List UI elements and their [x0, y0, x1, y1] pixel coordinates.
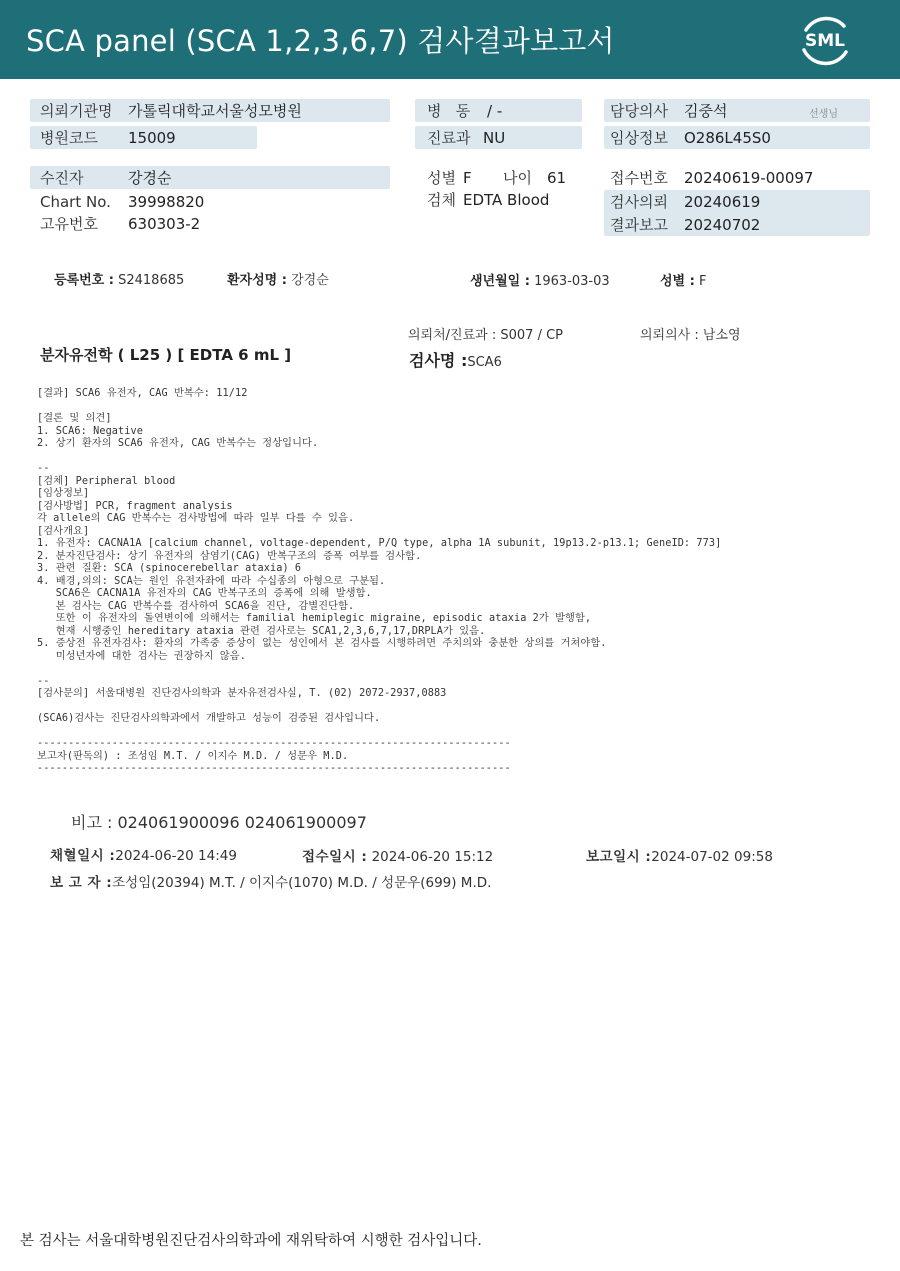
department-row	[415, 126, 582, 149]
doctor-value: 김중석	[684, 102, 728, 120]
request-label: 검사의뢰	[610, 193, 668, 211]
birth-label: 생년월일 :	[470, 274, 530, 289]
report-line: --	[37, 675, 50, 687]
report-header	[0, 0, 900, 79]
receive-value: 2024-06-20 15:12	[371, 849, 494, 865]
collect-value: 2024-06-20 14:49	[115, 848, 237, 864]
ward-row	[415, 99, 582, 122]
request-value: 20240619	[684, 192, 761, 211]
report-value: 2024-07-02 09:58	[651, 849, 773, 865]
report-line: 1. SCA6: Negative	[37, 425, 143, 437]
receipt-value: 20240619-00097	[684, 168, 814, 187]
reg-sex-value: F	[698, 274, 707, 289]
report-line: [검사개요]	[37, 525, 90, 537]
report-line: [결과] SCA6 유전자, CAG 반복수: 11/12	[37, 388, 248, 399]
receipt-row	[604, 166, 870, 189]
report-line: 4. 배경,의의: SCA는 원인 유전자좌에 따라 수십종의 아형으로 구분됨.	[37, 575, 386, 587]
patient-row	[30, 166, 390, 189]
request-doctor-value: 남소영	[702, 328, 741, 343]
chart-value: 39998820	[128, 192, 205, 211]
clinical-label: 임상정보	[610, 129, 668, 147]
request-row	[604, 190, 870, 213]
requester-value: S007 / CP	[500, 328, 564, 343]
report-line: [검사문의] 서울대병원 진단검사의학과 분자유전검사실, T. (02) 2072-2937,0883	[37, 688, 447, 699]
report-title: SCA panel (SCA 1,2,3,6,7) 검사결과보고서	[26, 24, 615, 58]
report-line: 보고자(판독의) : 조성임 M.T. / 이지수 M.D. / 성문우 M.D.	[37, 750, 349, 762]
specimen-row	[415, 188, 595, 211]
reg-sex	[660, 270, 706, 289]
chart-label: Chart No.	[40, 192, 111, 211]
report-line: ----------------------------------------------------------------------------	[37, 763, 511, 774]
age-value: 61	[547, 168, 567, 187]
age-label: 나이	[503, 169, 532, 187]
report-date	[586, 845, 773, 865]
sex-value: F	[463, 168, 472, 187]
remarks-value: 024061900096 024061900097	[117, 813, 367, 832]
reg-no	[54, 269, 184, 288]
report-line: (SCA6)검사는 진단검사의학과에서 개발하고 성능이 검증된 검사입니다.	[37, 713, 381, 724]
unique-value: 630303-2	[128, 214, 201, 233]
report-label: 보고일시 :	[586, 849, 652, 865]
report-line: [검체] Peripheral blood	[37, 475, 176, 487]
reporter	[50, 871, 491, 891]
unique-label: 고유번호	[40, 215, 98, 233]
patient-label: 수진자	[40, 169, 84, 187]
report-line: [결론 및 의견]	[37, 413, 112, 424]
institution-value: 가톨릭대학교서울성모병원	[128, 102, 302, 120]
report-line	[37, 451, 857, 464]
patient-name-value: 강경순	[291, 273, 329, 288]
report-line: [임상정보]	[37, 488, 90, 499]
reporter-label: 보 고 자 :	[50, 875, 113, 891]
report-body	[37, 388, 857, 776]
doctor-honorific: 선생님	[809, 109, 838, 120]
patient-name	[227, 269, 329, 288]
report-line: --	[37, 463, 50, 474]
doctor-label: 담당의사	[610, 102, 668, 120]
sex-label: 성별	[427, 169, 456, 187]
receive-date	[302, 845, 493, 865]
request-doctor-label: 의뢰의사 :	[640, 328, 699, 343]
reporter-value: 조성임(20394) M.T. / 이지수(1070) M.D. / 성문우(699) M.D.	[112, 875, 492, 891]
logo-text: SML	[805, 31, 845, 51]
reg-no-value: S2418685	[118, 273, 185, 288]
institution-label: 의뢰기관명	[40, 102, 113, 120]
report-line: 또한 이 유전자의 돌연변이에 의해서는 familial hemiplegic migraine, episodic ataxia 2가 발행함,	[37, 613, 592, 624]
hospital-code-label: 병원코드	[40, 129, 98, 147]
requester	[408, 324, 563, 343]
unique-row	[30, 212, 390, 235]
chart-row	[30, 190, 390, 213]
sex-age-row	[415, 166, 595, 189]
report-line: SCA6은 CACNA1A 유전자의 CAG 반복구조의 증폭에 의해 발생함.	[37, 588, 372, 599]
clinical-row	[604, 126, 870, 149]
ward-value: / -	[487, 101, 503, 120]
report-line: [검사방법] PCR, fragment analysis	[37, 500, 233, 512]
ward-label: 병 동	[427, 102, 471, 120]
report-line: 3. 관련 질환: SCA (spinocerebellar ataxia) 6	[37, 563, 302, 574]
report-line: ----------------------------------------------------------------------------	[37, 738, 511, 749]
hospital-code-row	[30, 126, 257, 149]
section-title: 분자유전학 ( L25 ) [ EDTA 6 mL ]	[40, 346, 292, 364]
receipt-label: 접수번호	[610, 169, 668, 187]
reg-no-label: 등록번호 :	[54, 273, 114, 288]
report-line: 2. 상기 환자의 SCA6 유전자, CAG 반복수는 정상입니다.	[37, 438, 319, 449]
receive-label: 접수일시 :	[302, 849, 368, 865]
request-doctor	[640, 324, 741, 343]
footer-note: 본 검사는 서울대학병원진단검사의학과에 재위탁하여 시행한 검사입니다.	[20, 1233, 482, 1249]
report-line: 각 allele의 CAG 반복수는 검사방법에 따라 일부 다를 수 있음.	[37, 513, 355, 524]
specimen-value: EDTA Blood	[463, 190, 550, 209]
exam-label: 검사명 :	[409, 351, 468, 370]
clinical-value: O286L45S0	[684, 128, 771, 147]
exam-name	[409, 348, 502, 371]
request-result-box	[604, 190, 870, 236]
sml-logo	[796, 12, 854, 66]
department-value: NU	[483, 128, 506, 147]
result-row	[604, 213, 870, 236]
collect-date	[50, 844, 237, 864]
report-line: 5. 증상전 유전자검사: 환자의 가족중 증상이 없는 성인에서 본 검사를 시행하려면 주치의와 충분한 상의를 거쳐야함.	[37, 638, 607, 649]
birth-value: 1963-03-03	[534, 274, 610, 289]
report-line	[37, 726, 857, 739]
reg-sex-label: 성별 :	[660, 274, 695, 289]
patient-value: 강경순	[128, 169, 172, 187]
report-line: 미성년자에 대한 검사는 권장하지 않음.	[37, 650, 246, 662]
report-line	[37, 401, 857, 414]
report-line: 본 검사는 CAG 반복수를 검사하여 SCA6을 진단, 감별진단함.	[37, 600, 355, 612]
specimen-label: 검체	[427, 191, 456, 209]
requester-label: 의뢰처/진료과 :	[408, 328, 497, 343]
remarks	[71, 810, 367, 833]
exam-value: SCA6	[467, 355, 502, 370]
result-value: 20240702	[684, 215, 761, 234]
report-line	[37, 701, 857, 714]
result-label: 결과보고	[610, 216, 668, 234]
collect-label: 채혈일시 :	[50, 848, 116, 864]
report-line: 1. 유전자: CACNA1A [calcium channel, voltage-dependent, P/Q type, alpha 1A subunit, 19p13.2-p13.1; GeneID: 773]	[37, 538, 722, 549]
institution-row	[30, 99, 390, 122]
patient-name-label: 환자성명 :	[227, 273, 287, 288]
report-line: 2. 분자진단검사: 상기 유전자의 삼염기(CAG) 반복구조의 증폭 여부를 검사함.	[37, 550, 422, 562]
report-line: 현재 시행중인 hereditary ataxia 관련 검사로는 SCA1,2,3,6,7,17,DRPLA가 있음.	[37, 625, 486, 637]
hospital-code-value: 15009	[128, 128, 176, 147]
remarks-label: 비고 :	[71, 813, 113, 832]
report-line	[37, 663, 857, 676]
department-label: 진료과	[427, 129, 471, 147]
birth-date	[470, 270, 610, 289]
